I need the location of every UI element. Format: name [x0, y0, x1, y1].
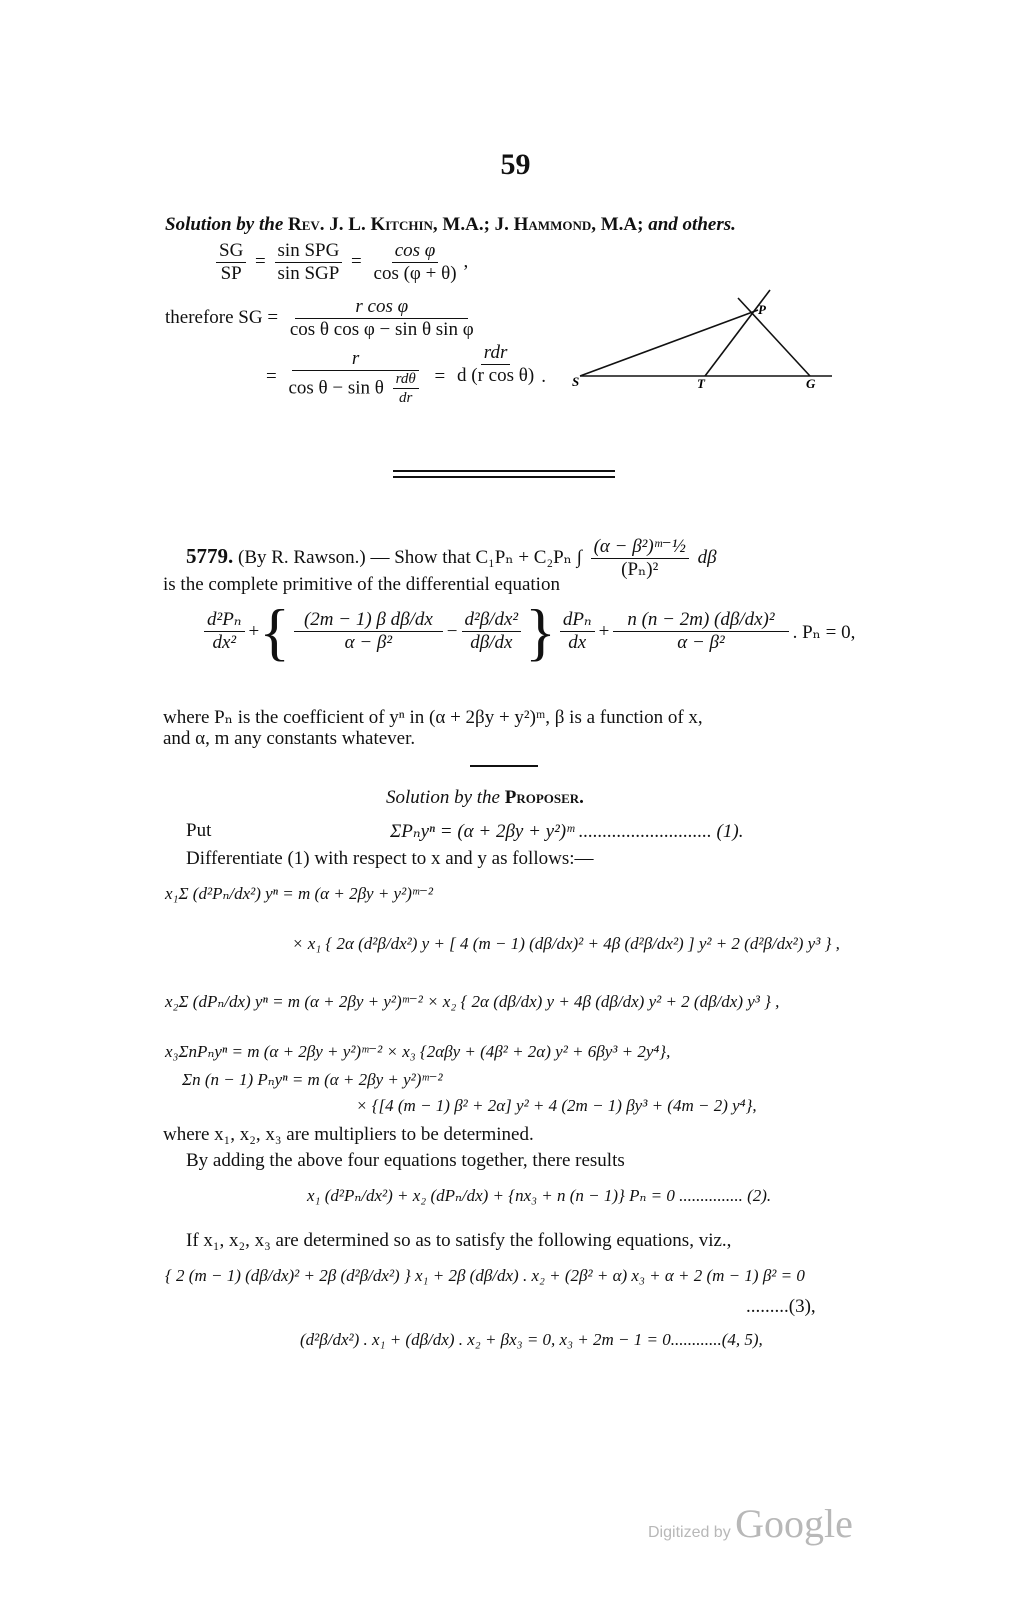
equation-3: { 2 (m − 1) (dβ/dx)² + 2β (d²β/dx²) } x₁ + 2β (dβ/dx) . x₂ + (2β² + α) x₃ + α + 2 (m − 1) β² = 0 — [165, 1266, 805, 1285]
google-logo: Google — [735, 1501, 853, 1546]
diagram-label-g: G — [806, 376, 816, 391]
differential-equation: $\frac{\text{d²Pₙ}}{\text{dx²}}$ + { $\frac{\text{(2m − 1) β dβ/dx}}{\text{α − β²}}$ − $\frac{\text{d²β/dx²}}{d\beta/dx}$ } $\frac{\text{dPₙ}}{dx}$ + $\frac{\text{n (n − 2m) (dβ/dx)²}}{\text{α − β²}}$ . Pₙ = 0, — [200, 600, 855, 664]
section-divider — [393, 470, 615, 478]
diagram-label-t: T — [697, 376, 705, 391]
derived-eq-2: x₂Σ (dPₙ/dx) yⁿ = m (α + 2βy + y²)ᵐ⁻² × x₂ { 2α (dβ/dx) y + 4β (dβ/dx) y² + 2 (dβ/dx) y³ } , — [165, 992, 780, 1011]
derived-eq-4: Σn (n − 1) Pₙyⁿ = m (α + 2βy + y²)ᵐ⁻² — [182, 1070, 443, 1089]
problem-where-2: and α, m any constants whatever. — [163, 728, 416, 749]
put-label: Put — [186, 820, 212, 841]
equation-3-number: .........(3), — [746, 1296, 816, 1317]
solution-authors: Rev. J. L. Kitchin, M.A.; J. Hammond, M.A; — [288, 214, 644, 235]
derived-eq-1: x₁Σ (d²Pₙ/dx²) yⁿ = m (α + 2βy + y²)ᵐ⁻² — [165, 884, 434, 903]
derived-eq-1-cont: × x₁ { 2α (d²β/dx²) y + [ 4 (m − 1) (dβ/dx)² + 4β (d²β/dx²) ] y² + 2 (d²β/dx²) y³ } , — [292, 934, 840, 953]
equation-sg: therefore SG = $\frac{\text{r cos φ}}{\text{cos θ cos φ − sin θ sin φ}}$ — [165, 296, 474, 340]
problem-statement: 5779. (By R. Rawson.) — Show that C₁Pₙ + C₂Pₙ ∫ $\frac{\text{(α − β²)ᵐ⁻½}}{\text{(Pₙ)²}}$ dβ — [186, 536, 717, 580]
equation-ratio: $\frac{SG}{SP}$ = $\frac{\text{sin SPG}}{\text{sin SGP}}$ = $\frac{\text{cos φ}}{\cos (\varphi + \theta)}$ , — [212, 240, 468, 286]
if-text: If x₁, x₂, x₃ are determined so as to satisfy the following equations, viz., — [186, 1230, 732, 1251]
equation-1: ΣPₙyⁿ = (α + 2βy + y²)ᵐ ............................ (1). — [390, 821, 744, 842]
problem-line-2: is the complete primitive of the differential equation — [163, 574, 560, 595]
derived-eq-3: x₃ΣnPₙyⁿ = m (α + 2βy + y²)ᵐ⁻² × x₃ {2αβy + (4β² + 2α) y² + 6βy³ + 2y⁴}, — [165, 1042, 671, 1061]
short-divider — [470, 765, 538, 767]
equation-sg-derivative: = r cos θ − sin θ $\frac{\text{rdθ}}{dr}$ = $\frac{\text{rdr}}{\text{d (r cos θ)}}$ . — [266, 341, 546, 407]
solution-prefix: Solution by the — [165, 214, 284, 235]
derived-eq-4-cont: × {[4 (m − 1) β² + 2α] y² + 4 (2m − 1) βy³ + (4m − 2) y⁴}, — [356, 1096, 757, 1115]
diagram-line-sp — [580, 310, 758, 376]
differentiate-text: Differentiate (1) with respect to x and y as follows:— — [186, 848, 594, 869]
equation-4-5: (d²β/dx²) . x₁ + (dβ/dx) . x₂ + βx₃ = 0, x₃ + 2m − 1 = 0............(4, 5), — [300, 1330, 763, 1349]
adding-text: By adding the above four equations together, there results — [186, 1150, 625, 1171]
solution-suffix: and others. — [648, 214, 736, 235]
problem-number: 5779. — [186, 544, 234, 569]
problem-where-1: where Pₙ is the coefficient of yⁿ in (α + 2βy + y²)ᵐ, β is a function of x, — [163, 707, 703, 728]
solution-header — [165, 214, 736, 236]
proposer-solution-header: Solution by the Proposer. — [386, 787, 584, 808]
digitized-watermark: Digitized by Google — [648, 1501, 853, 1546]
problem-author: (By R. Rawson.) — Show that — [238, 547, 471, 569]
multipliers-text: where x₁, x₂, x₃ are multipliers to be determined. — [163, 1124, 534, 1145]
diagram-label-p: P — [758, 302, 766, 317]
diagram-line-pg — [738, 298, 810, 376]
equation-2: x₁ (d²Pₙ/dx²) + x₂ (dPₙ/dx) + {nx₃ + n (n − 1)} Pₙ = 0 ............... (2). — [307, 1186, 772, 1205]
geometry-diagram — [570, 280, 840, 395]
diagram-label-s: S — [572, 374, 580, 389]
page-number: 59 — [500, 148, 531, 181]
problem-expression: C₁Pₙ + C₂Pₙ ∫ — [475, 547, 582, 569]
